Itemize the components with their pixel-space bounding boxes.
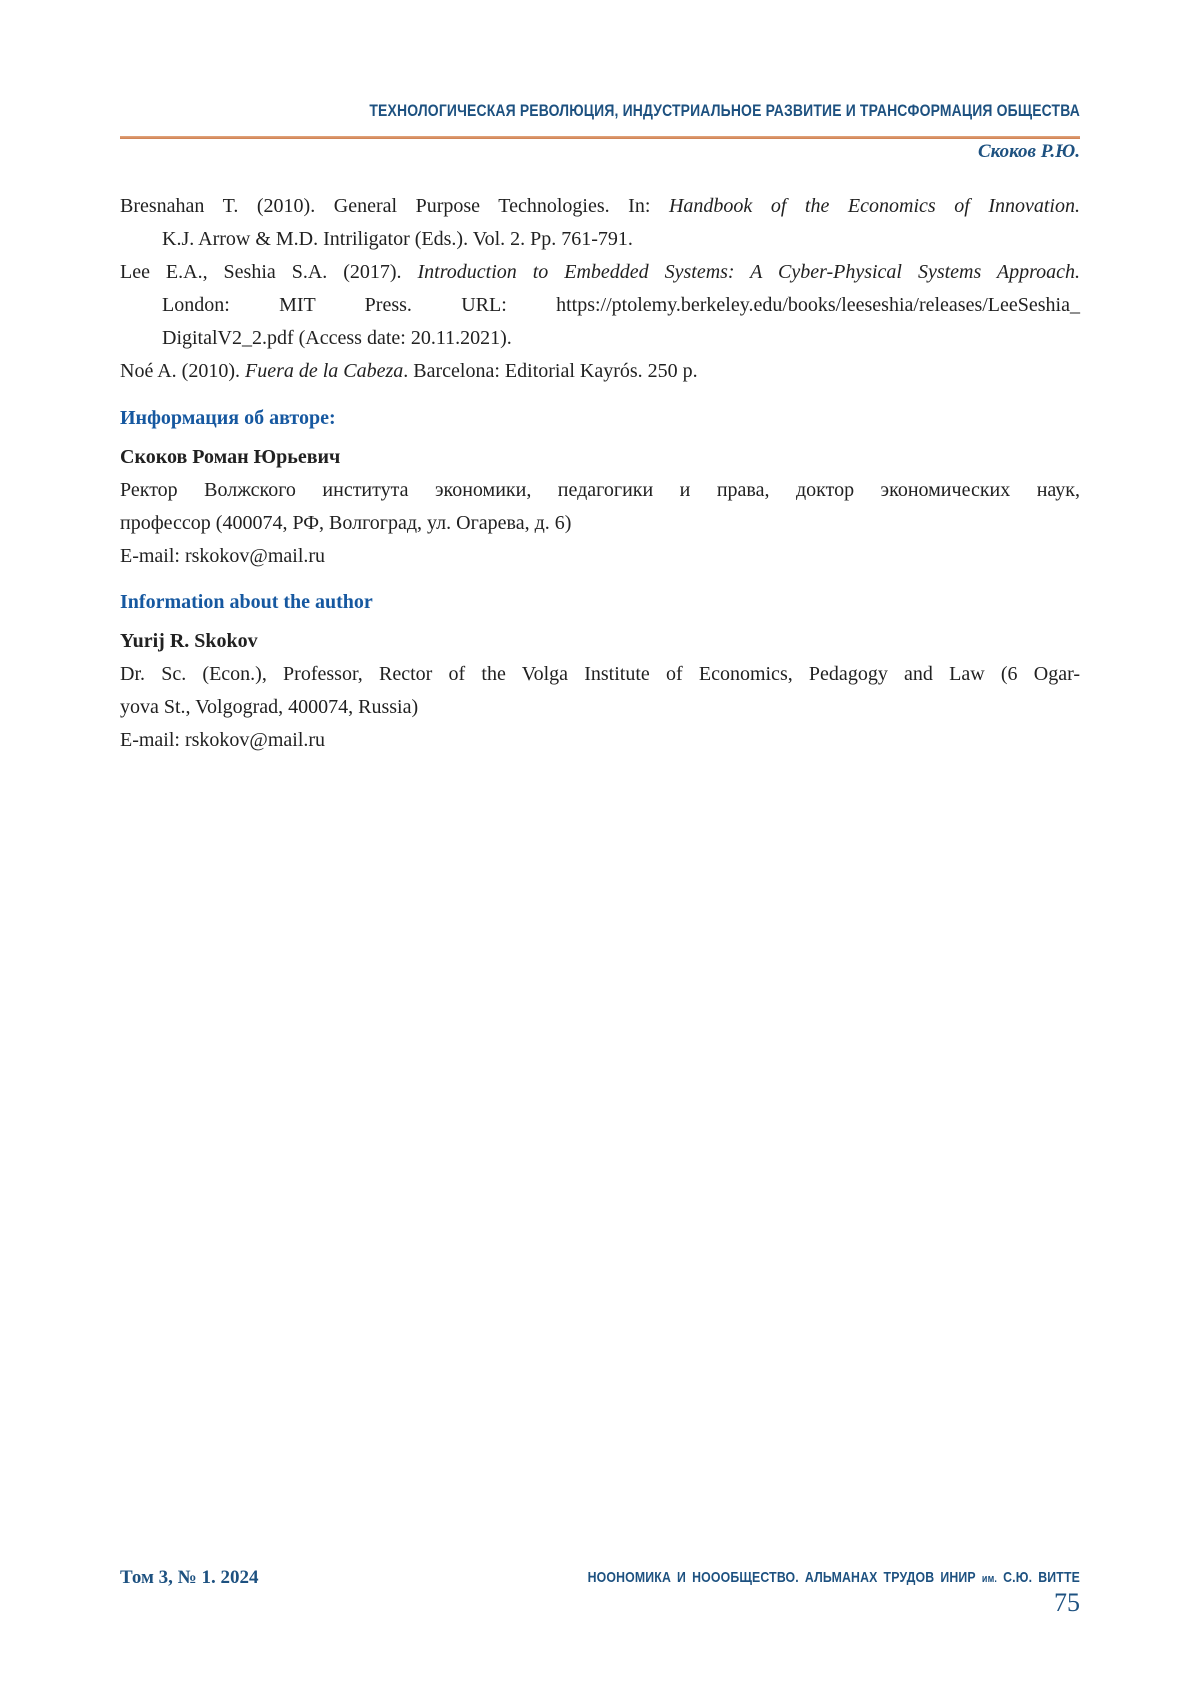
- reference-line: [120, 322, 1080, 355]
- reference-item: [120, 355, 1080, 388]
- reference-line: [120, 355, 1080, 388]
- footer-journal-title-main: НООНОМИКА И НОООБЩЕСТВО. АЛЬМАНАХ ТРУДОВ ИНИР: [587, 1569, 976, 1586]
- footer-journal-title-im: им.: [981, 1573, 998, 1585]
- references-list: [120, 190, 1080, 388]
- author-email-ru: E-mail: rskokov@mail.ru: [120, 545, 326, 567]
- reference-text: Bresnahan T. (2010). General Purpose Technologies. In:: [120, 195, 669, 217]
- author-bio-line: профессор (400074, РФ, Волгоград, ул. Огарева, д. 6): [120, 512, 572, 534]
- running-header-title: ТЕХНОЛОГИЧЕСКАЯ РЕВОЛЮЦИЯ, ИНДУСТРИАЛЬНОЕ РАЗВИТИЕ И ТРАНСФОРМАЦИЯ ОБЩЕСТВА: [369, 101, 1080, 120]
- author-name-en: Yurij R. Skokov: [120, 630, 258, 652]
- reference-text: Lee E.A., Seshia S.A. (2017).: [120, 261, 418, 283]
- author-bio-line: Ректор Волжского института экономики, педагогики и права, доктор экономических наук,: [120, 479, 1080, 501]
- reference-title-italic: Handbook of the Economics of Innovation.: [668, 195, 1080, 217]
- author-bio-line: Dr. Sc. (Econ.), Professor, Rector of the Volga Institute of Economics, Pedagogy and Law (6 Ogar-: [120, 663, 1080, 685]
- reference-text: London: MIT Press. URL: https://ptolemy.berkeley.edu/books/leeseshia/releases/LeeSeshia_: [162, 294, 1080, 316]
- reference-text: DigitalV2_2.pdf (Access date: 20.11.2021).: [162, 327, 512, 349]
- running-header-author: Скоков Р.Ю.: [978, 141, 1080, 162]
- reference-title-italic: Fuera de la Cabeza: [244, 360, 404, 382]
- reference-line: [120, 190, 1080, 223]
- author-bio-line: yova St., Volgograd, 400074, Russia): [120, 696, 419, 718]
- author-bio-ru: [120, 474, 1080, 540]
- footer-volume-issue: Том 3, № 1. 2024: [120, 1567, 259, 1588]
- footer-journal-title-rest: С.Ю. ВИТТЕ: [1003, 1569, 1080, 1586]
- author-email-en: E-mail: rskokov@mail.ru: [120, 729, 326, 751]
- footer-journal-title: [293, 1569, 1080, 1586]
- reference-text: . Barcelona: Editorial Kayrós. 250 p.: [403, 360, 698, 382]
- reference-line: [120, 289, 1080, 322]
- section-heading-author-info-en: Information about the author: [120, 591, 373, 613]
- reference-text: Noé A. (2010).: [120, 360, 245, 382]
- reference-title-italic: Introduction to Embedded Systems: A Cyber-Physical Systems Approach.: [417, 261, 1080, 283]
- reference-line: [120, 256, 1080, 289]
- header-rule: [120, 136, 1080, 139]
- section-heading-author-info-ru: Информация об авторе:: [120, 407, 336, 429]
- reference-text: K.J. Arrow & M.D. Intriligator (Eds.). Vol. 2. Pp. 761-791.: [162, 228, 633, 250]
- reference-item: [120, 190, 1080, 256]
- page-body: [120, 190, 1080, 757]
- reference-line: [120, 223, 1080, 256]
- reference-item: [120, 256, 1080, 355]
- author-name-ru: Скоков Роман Юрьевич: [120, 446, 341, 468]
- page-number: 75: [1054, 1588, 1080, 1617]
- author-bio-en: [120, 658, 1080, 724]
